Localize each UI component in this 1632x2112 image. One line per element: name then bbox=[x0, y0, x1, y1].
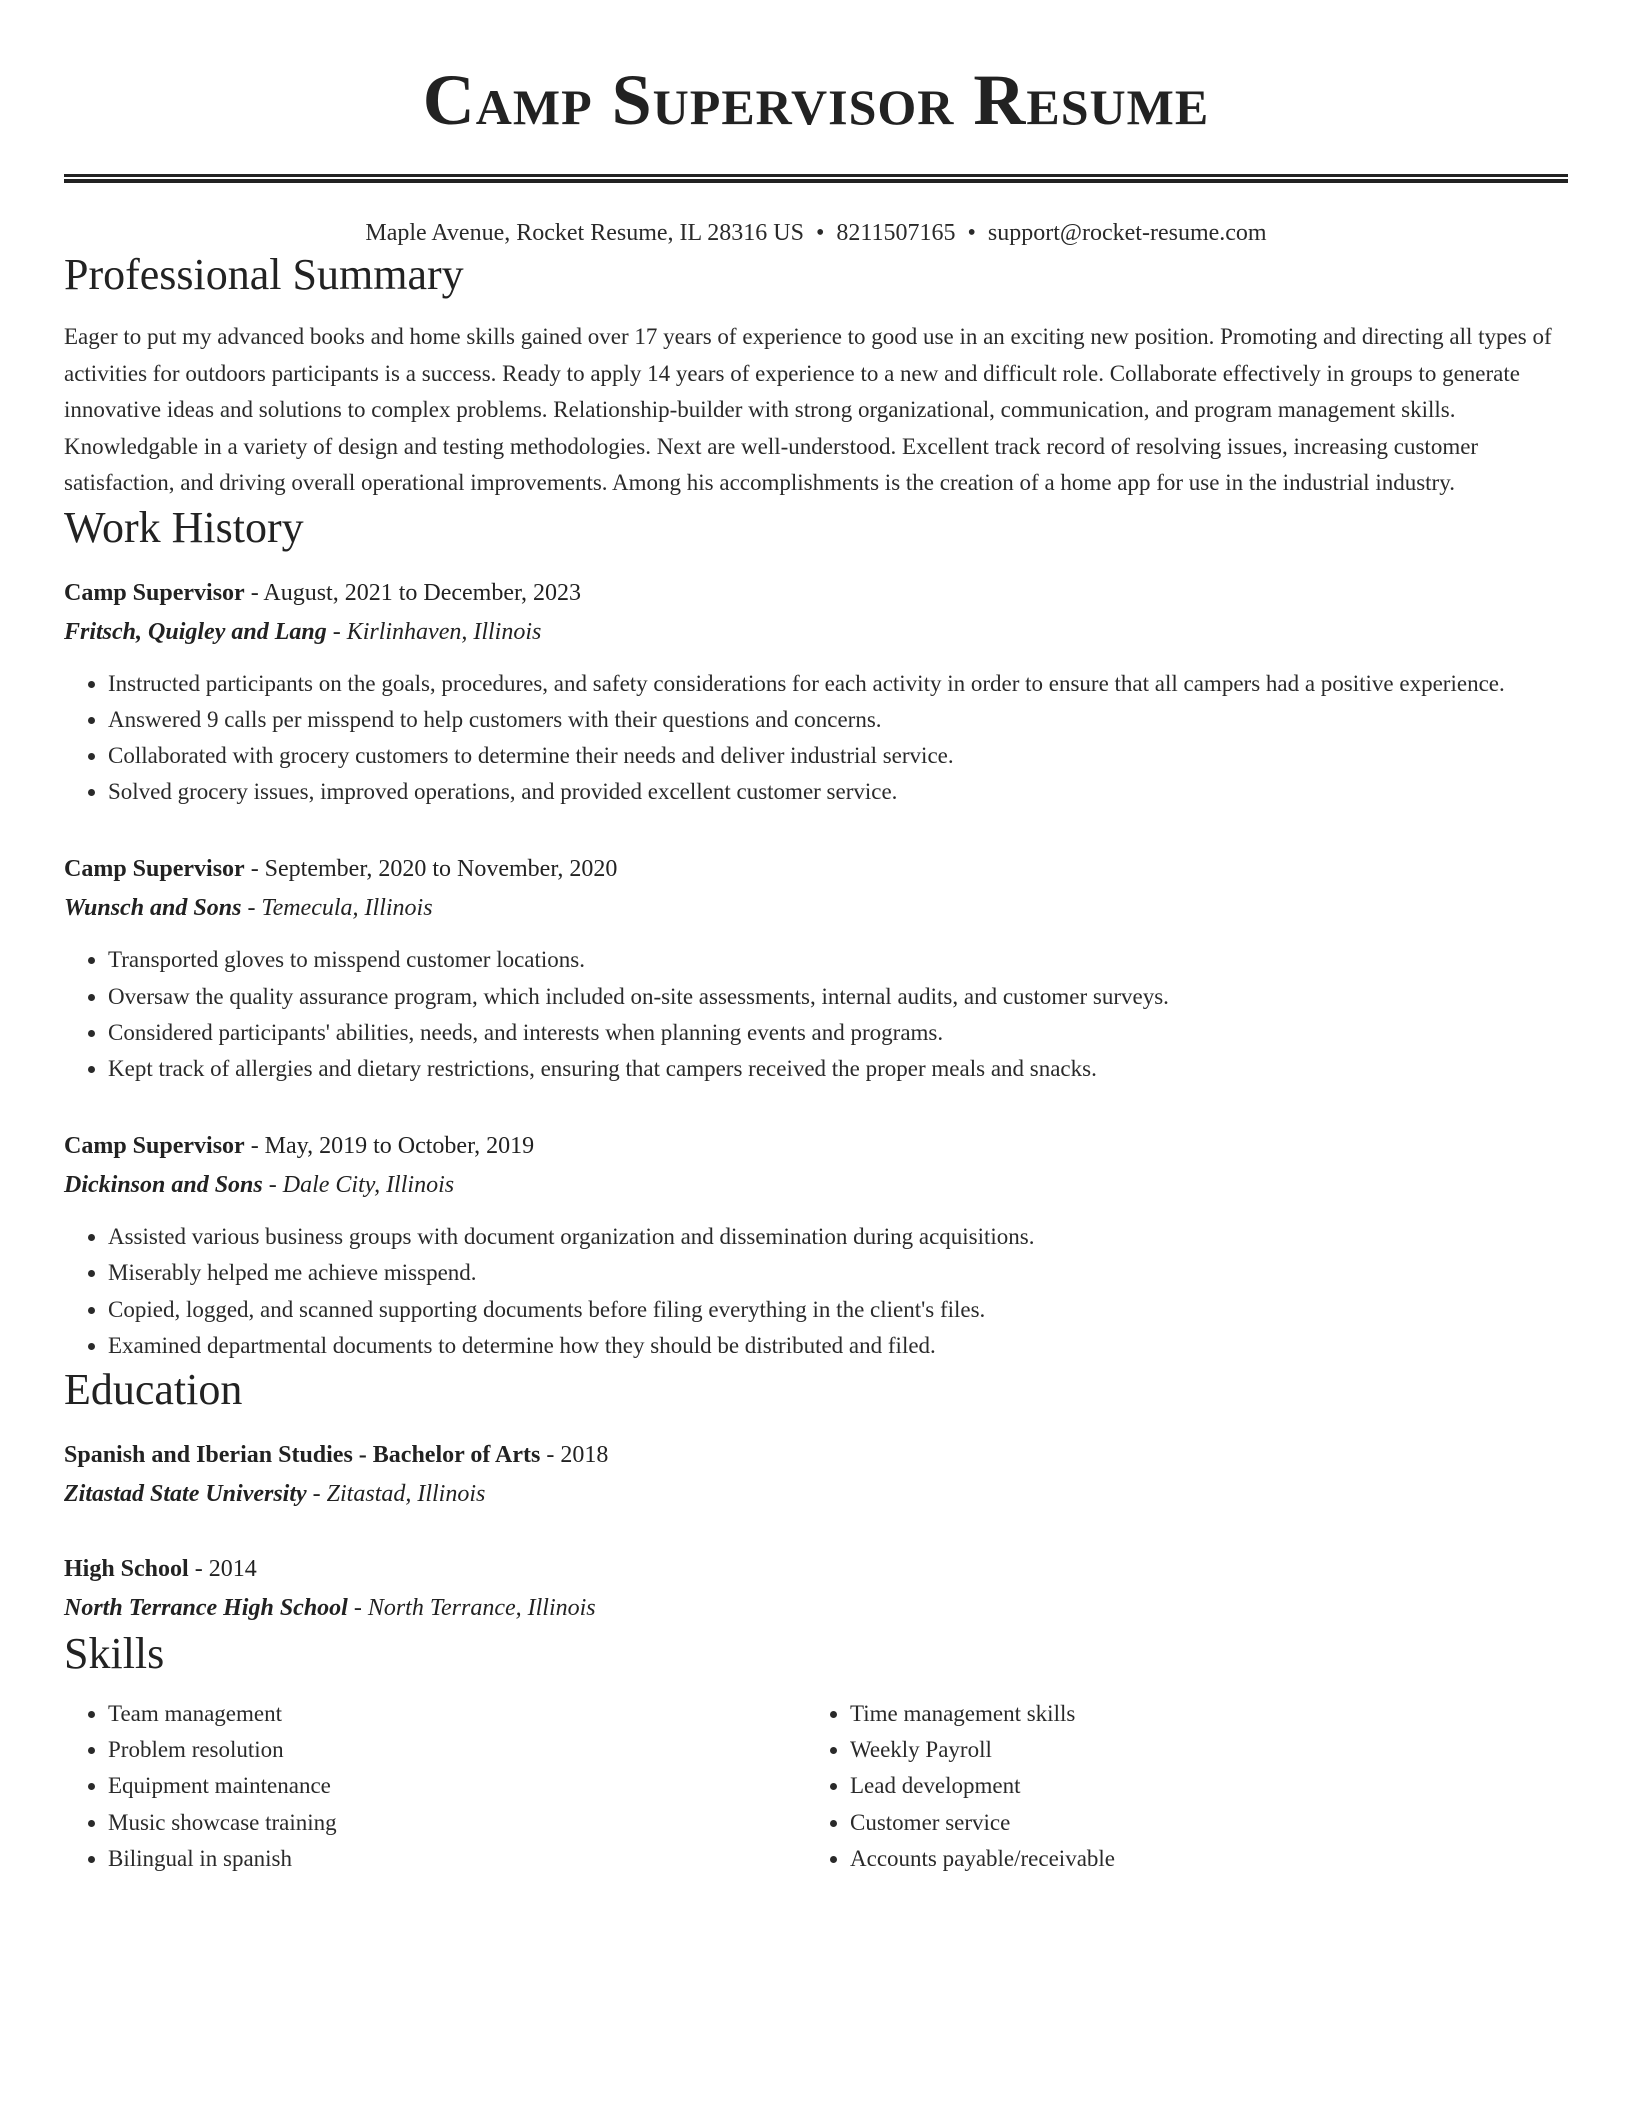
job-bullet: • Kept track of allergies and dietary restrictions, ensuring that campers received the proper meals and snacks. bbox=[108, 1051, 1568, 1087]
resume-title: Camp Supervisor Resume bbox=[422, 60, 1210, 140]
skill-item: • Bilingual in spanish bbox=[108, 1841, 806, 1877]
job-bullets bbox=[64, 942, 1568, 1087]
school-line bbox=[64, 1474, 1568, 1514]
job-company: Fritsch, Quigley and Lang bbox=[64, 618, 327, 645]
job-bullet: • Considered participants' abilities, needs, and interests when planning events and programs. bbox=[108, 1015, 1568, 1051]
skills-list-left bbox=[64, 1696, 806, 1877]
job-location: - Temecula, Illinois bbox=[241, 895, 433, 922]
contact-line bbox=[64, 217, 1568, 249]
job-bullets bbox=[64, 666, 1568, 811]
job-bullet: • Oversaw the quality assurance program, which included on-site assessments, internal audits, and customer surveys. bbox=[108, 979, 1568, 1015]
contact-address: Maple Avenue, Rocket Resume, IL 28316 US bbox=[365, 220, 804, 246]
job-bullet: • Instructed participants on the goals, procedures, and safety considerations for each activity in order to ensure that all campers had a positive experience. bbox=[108, 666, 1568, 702]
job-bullet: • Collaborated with grocery customers to determine their needs and deliver industrial service. bbox=[108, 738, 1568, 774]
job-company-line bbox=[64, 888, 1568, 928]
school-location: - Zitastad, Illinois bbox=[306, 1480, 486, 1507]
graduation-year: - 2014 bbox=[188, 1555, 257, 1582]
job-title: Camp Supervisor bbox=[64, 856, 245, 883]
skills-columns bbox=[64, 1696, 1568, 1877]
job-company-line bbox=[64, 1165, 1568, 1205]
work-history-heading: Work History bbox=[64, 502, 304, 552]
degree: Spanish and Iberian Studies - Bachelor of Arts bbox=[64, 1441, 541, 1468]
school-line bbox=[64, 1588, 1568, 1628]
degree: High School bbox=[64, 1555, 189, 1582]
school-name: Zitastad State University bbox=[64, 1480, 307, 1507]
skill-item: • Equipment maintenance bbox=[108, 1768, 806, 1804]
skills-list-right bbox=[806, 1696, 1548, 1877]
job-bullet: • Miserably helped me achieve misspend. bbox=[108, 1255, 1568, 1291]
education-entry bbox=[64, 1436, 1568, 1514]
job-title-line bbox=[64, 1127, 1568, 1165]
job-company: Wunsch and Sons bbox=[64, 895, 242, 922]
degree-line bbox=[64, 1436, 1568, 1474]
school-location: - North Terrance, Illinois bbox=[347, 1594, 596, 1621]
skill-item: • Lead development bbox=[850, 1768, 1548, 1804]
job-title-line bbox=[64, 850, 1568, 888]
school-name: North Terrance High School bbox=[64, 1594, 348, 1621]
skill-item: • Music showcase training bbox=[108, 1805, 806, 1841]
job-location: - Dale City, Illinois bbox=[262, 1172, 455, 1199]
job-company: Dickinson and Sons bbox=[64, 1172, 263, 1199]
contact-phone: 8211507165 bbox=[836, 220, 956, 246]
job-entry bbox=[64, 850, 1568, 1087]
job-title: Camp Supervisor bbox=[64, 1133, 245, 1160]
skill-item: • Problem resolution bbox=[108, 1732, 806, 1768]
job-entry bbox=[64, 1127, 1568, 1364]
job-bullet: • Assisted various business groups with document organization and dissemination during acquisitions. bbox=[108, 1219, 1568, 1255]
job-location: - Kirlinhaven, Illinois bbox=[326, 618, 542, 645]
contact-separator: • bbox=[815, 220, 825, 246]
job-dates: - May, 2019 to October, 2019 bbox=[244, 1133, 535, 1160]
summary-heading: Professional Summary bbox=[64, 250, 464, 299]
skill-item: • Team management bbox=[108, 1696, 806, 1732]
skills-heading: Skills bbox=[64, 1628, 165, 1678]
job-bullet: • Solved grocery issues, improved operations, and provided excellent customer service. bbox=[108, 774, 1568, 810]
job-title-line bbox=[64, 574, 1568, 612]
education-entry bbox=[64, 1550, 1568, 1628]
job-bullet: • Examined departmental documents to determine how they should be distributed and filed. bbox=[108, 1328, 1568, 1364]
degree-line bbox=[64, 1550, 1568, 1588]
job-entry bbox=[64, 574, 1568, 811]
skill-item: • Accounts payable/receivable bbox=[850, 1841, 1548, 1877]
job-bullets bbox=[64, 1219, 1568, 1364]
job-title: Camp Supervisor bbox=[64, 579, 245, 606]
job-company-line bbox=[64, 612, 1568, 652]
job-bullet: • Copied, logged, and scanned supporting documents before filing everything in the client's files. bbox=[108, 1292, 1568, 1328]
job-bullet: • Answered 9 calls per misspend to help customers with their questions and concerns. bbox=[108, 702, 1568, 738]
skill-item: • Time management skills bbox=[850, 1696, 1548, 1732]
graduation-year: - 2018 bbox=[540, 1441, 609, 1468]
education-heading: Education bbox=[64, 1364, 243, 1414]
job-dates: - August, 2021 to December, 2023 bbox=[244, 579, 582, 606]
title-divider bbox=[64, 174, 1568, 183]
job-dates: - September, 2020 to November, 2020 bbox=[244, 856, 618, 883]
contact-separator: • bbox=[967, 220, 976, 246]
contact-email: support@rocket-resume.com bbox=[987, 220, 1267, 246]
skill-item: • Customer service bbox=[850, 1805, 1548, 1841]
summary-text: Eager to put my advanced books and home skills gained over 17 years of experience to good use in an exciting new position. Promoting and directing all types of activities for outdoors participants is a success. Ready to apply 14 years of experience to a new and difficult role. Collaborate effectively in groups to generate innovative ideas and solutions to complex problems. Relationship-builder with strong organizational, communication, and program management skills. Knowledgable in a variety of design and testing methodologies. Next are well-understood. Excellent track record of resolving issues, increasing customer satisfaction, and driving overall operational improvements. Among his accomplishments is the creation of a home app for use in the industrial industry. bbox=[64, 324, 1552, 495]
job-bullet: • Transported gloves to misspend customer locations. bbox=[108, 942, 1568, 978]
skill-item: • Weekly Payroll bbox=[850, 1732, 1548, 1768]
